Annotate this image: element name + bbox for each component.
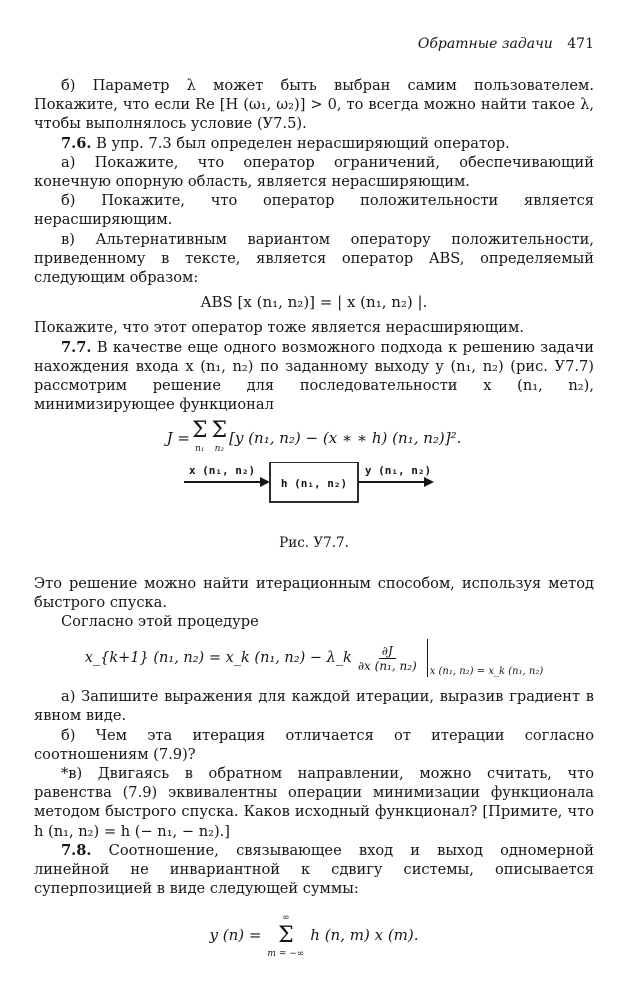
formula-steepest-descent — [34, 639, 594, 677]
exercise-7-8 — [34, 841, 594, 899]
sum-n1 — [192, 420, 208, 456]
paragraph-procedure: Согласно этой процедуре — [61, 613, 259, 631]
superposition-rhs: h (n, m) x (m). — [310, 925, 419, 944]
exercise-number: 7.8. — [61, 841, 92, 859]
block-label: h (n₁, n₂) — [280, 477, 348, 491]
formula-functional — [34, 420, 594, 456]
page-body — [34, 76, 594, 961]
paragraph-7-6b: б) Покажите, что оператор положительности является нерасширяющим. — [34, 192, 594, 229]
evaluation-bar — [427, 639, 428, 677]
exercise-text: В упр. 7.3 был определен нерасширяющий оператор. — [91, 134, 510, 152]
input-label: x (n₁, n₂) — [188, 464, 256, 478]
exercise-number: 7.7. — [61, 338, 92, 356]
fraction-numerator: ∂J — [379, 644, 396, 659]
sum-lower-limit: m = −∞ — [267, 948, 305, 959]
evaluation-point: x (n₁, n₂) = x_k (n₁, n₂) — [429, 666, 544, 678]
paragraph-iterative: Это решение можно найти итерационным способом, используя метод быстрого спуска. — [34, 574, 594, 611]
sigma-symbol: Σ — [211, 418, 228, 444]
page-header — [418, 36, 594, 52]
formula-abs: ABS [x (n₁, n₂)] = | x (n₁, n₂) |. — [200, 293, 428, 312]
figure-block-diagram — [34, 462, 594, 530]
superposition-lhs: y (n) = — [209, 925, 262, 944]
sum-n2 — [212, 420, 228, 456]
paragraph-abs-conclusion: Покажите, что этот оператор тоже является нерасширяющим. — [34, 319, 525, 337]
exercise-text: Соотношение, связывающее вход и выход одномерной линейной не инвариантной к сдвигу системы, описывается суперпозицией в виде следующей суммы: — [34, 841, 594, 898]
running-title: Обратные задачи — [417, 36, 553, 52]
gradient-fraction — [355, 644, 420, 673]
output-arrow-head — [424, 477, 434, 487]
block-diagram — [34, 462, 594, 530]
formula-lhs: J = — [166, 428, 190, 447]
formula-superposition — [34, 911, 594, 961]
page-number: 471 — [567, 36, 594, 52]
paragraph-7-7a: а) Запишите выражения для каждой итерации, выразив градиент в явном виде. — [34, 688, 594, 725]
sigma-symbol: Σ — [191, 418, 208, 444]
sum-upper-limit: ∞ — [282, 912, 290, 923]
paragraph-6-5b: б) Параметр λ может быть выбран самим пользователем. Покажите, что если Re [H (ω₁, ω₂)] > 0, то всегда можно найти такое λ, чтобы выполнялось условие (У7.5). — [34, 77, 594, 133]
paragraph-7-7b: б) Чем эта итерация отличается от итерации согласно соотношениям (7.9)? — [34, 726, 594, 763]
paragraph-7-6c: в) Альтернативным вариантом оператору положительности, приведенному в тексте, является оператор ABS, определяемый следующим образом: — [34, 230, 594, 287]
paragraph-7-7c: *в) Двигаясь в обратном направлении, можно считать, что равенства (7.9) эквивалентны операции минимизации функционала методом быстрого спуска. Каков исходный функционал? [Примите, что h (n₁, n₂) = h (− n₁, − n₂).] — [34, 765, 594, 840]
exercise-number: 7.6. — [61, 134, 92, 152]
exercise-7-6 — [34, 134, 594, 153]
output-label: y (n₁, n₂) — [364, 464, 432, 478]
sum-index: n₁ — [195, 444, 205, 455]
figure-caption: Рис. У7.7. — [279, 535, 349, 552]
input-arrow-head — [260, 477, 270, 487]
sum-index: n₂ — [214, 444, 225, 455]
exercise-7-7 — [34, 338, 594, 415]
formula-body: [y (n₁, n₂) − (x ∗ ∗ h) (n₁, n₂)]². — [229, 428, 462, 447]
update-lhs: x_{k+1} (n₁, n₂) = x_k (n₁, n₂) − λ_k — [84, 649, 352, 666]
paragraph-7-6a: а) Покажите, что оператор ограничений, обеспечивающий конечную опорную область, является нерасширяющим. — [34, 153, 594, 191]
fraction-denominator: ∂x (n₁, n₂) — [357, 658, 417, 673]
sigma-symbol: Σ — [278, 922, 294, 948]
exercise-text: В качестве еще одного возможного подхода к решению задачи нахождения входа x (n₁, n₂) по заданному выходу y (n₁, n₂) (рис. У7.7) рассмотрим решение для последовательности x (n₁, n₂), минимизирующее функционал — [34, 338, 594, 414]
sum-m — [267, 911, 304, 961]
